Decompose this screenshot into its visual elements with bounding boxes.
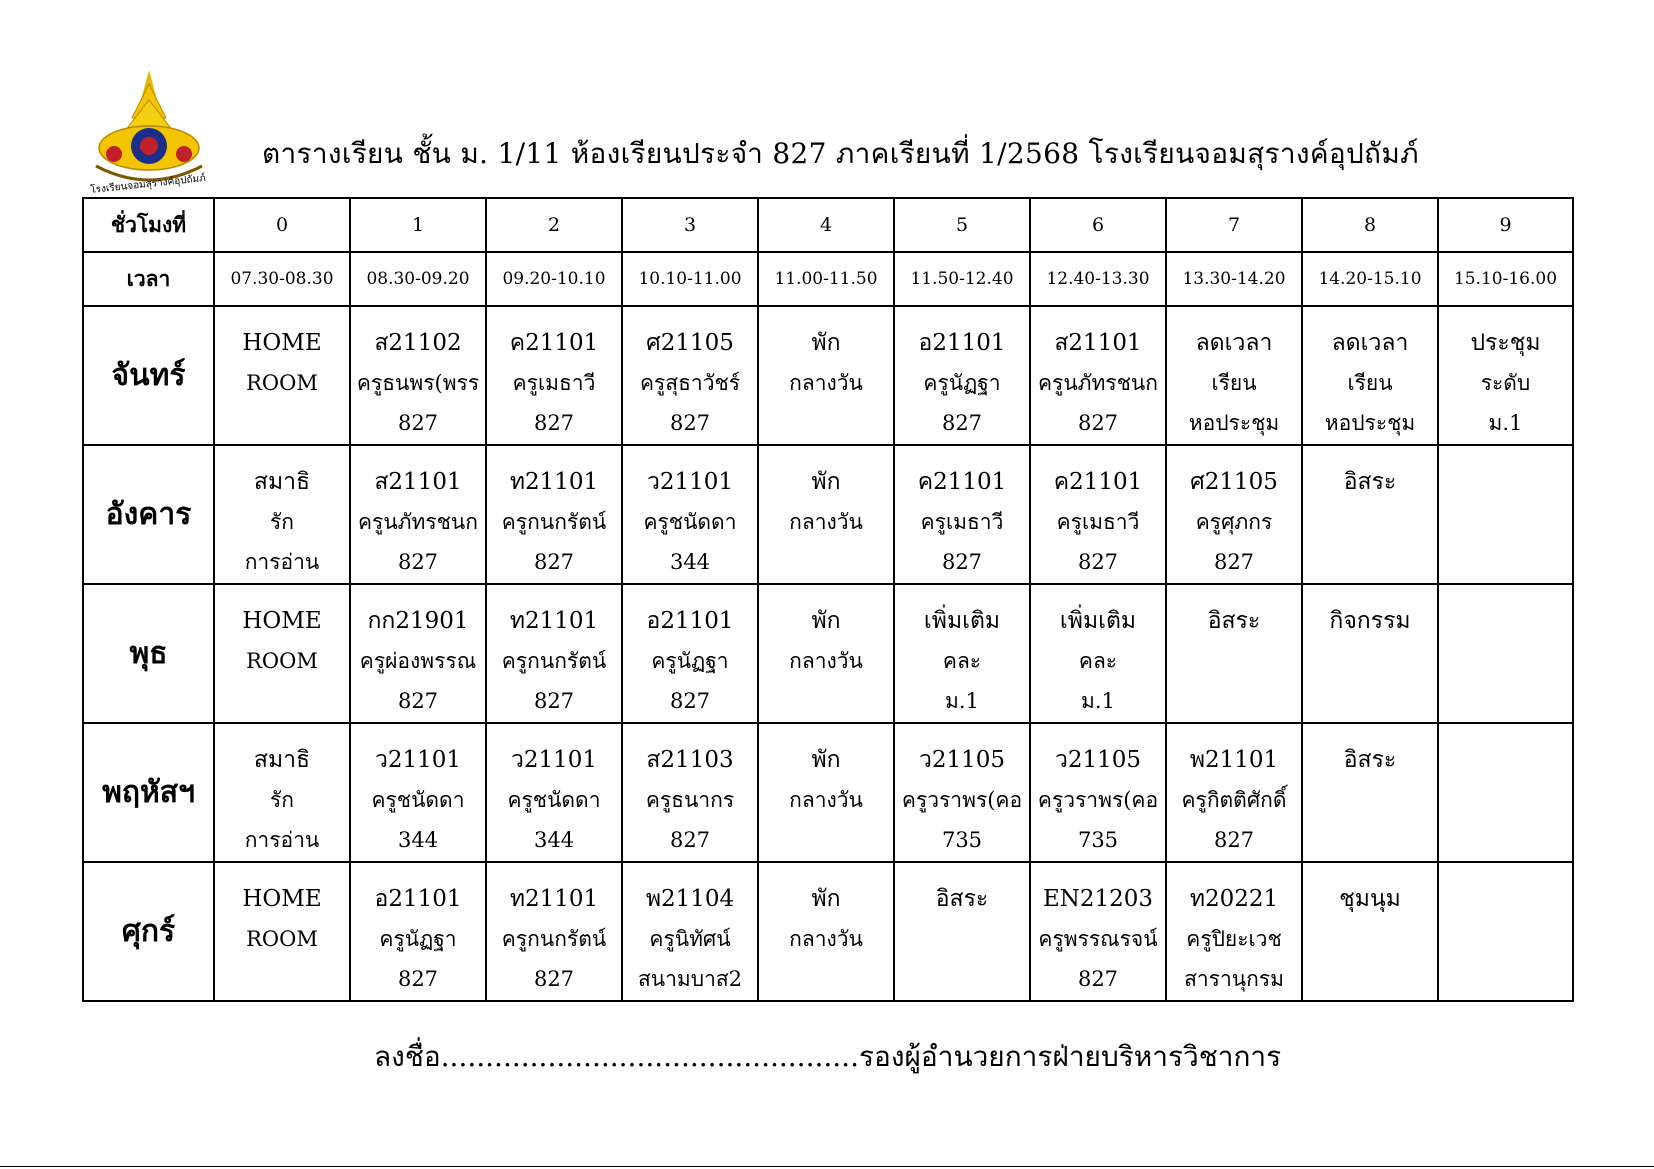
cell-teacher: ROOM [246,927,318,951]
cell-teacher: กลางวัน [789,788,863,812]
cell-subject: ศ21105 [646,330,734,356]
cell-room: 827 [397,967,439,991]
cell-subject: กก21901 [367,608,469,634]
cell-room: 344 [397,828,439,852]
cell-room [1167,681,1301,721]
period-number: 8 [1302,198,1438,252]
schedule-cell [622,723,758,862]
cell-subject: ค21101 [1053,469,1143,495]
cell-subject: พัก [811,469,841,495]
time-slot: 11.50-12.40 [894,252,1030,306]
schedule-cell [1302,584,1438,723]
cell-teacher: ครูธนพร(พรร [356,371,480,395]
schedule-cell [1030,723,1166,862]
cell-subject: ว21101 [374,747,462,773]
schedule-cell [622,445,758,584]
schedule-cell [758,584,894,723]
cell-subject: กิจกรรม [1329,608,1411,634]
cell-room: 827 [397,689,439,713]
cell-teacher [1167,641,1301,681]
cell-teacher: ระดับ [1480,371,1531,395]
schedule-cell [1438,862,1573,1001]
cell-subject: เพิ่มเติม [1059,608,1137,634]
cell-room [1303,542,1437,582]
schedule-cell [1302,306,1438,445]
cell-room: 827 [1077,550,1119,574]
schedule-cell [1438,723,1573,862]
schedule-cell [214,306,350,445]
cell-subject: ว21101 [510,747,598,773]
schedule-cell [758,306,894,445]
time-slot: 09.20-10.10 [486,252,622,306]
cell-subject: ส21101 [1054,330,1142,356]
cell-room: การอ่าน [244,828,320,852]
cell-teacher [1439,641,1572,681]
period-number: 3 [622,198,758,252]
time-row [83,252,1573,306]
schedule-cell [486,584,622,723]
period-row [83,198,1573,252]
time-slot: 14.20-15.10 [1302,252,1438,306]
day-row [83,445,1573,584]
cell-room: 827 [1077,411,1119,435]
cell-subject: ศ21105 [1190,469,1278,495]
school-emblem-icon [84,66,214,196]
cell-subject: เพิ่มเติม [923,608,1001,634]
schedule-cell [758,445,894,584]
cell-teacher: กลางวัน [789,371,863,395]
schedule-cell [1166,584,1302,723]
cell-teacher: ครูเมธาวี [920,510,1004,534]
day-row [83,723,1573,862]
cell-subject: ท21101 [509,886,599,912]
cell-subject: สมาธิ [253,747,311,773]
cell-teacher [1303,780,1437,820]
cell-room: 827 [1077,967,1119,991]
cell-room [1303,959,1437,999]
schedule-cell [214,445,350,584]
cell-room: 827 [1213,550,1255,574]
schedule-cell [622,862,758,1001]
cell-subject [1439,462,1572,502]
cell-room: สารานุกรม [1184,967,1284,991]
cell-room [1439,959,1572,999]
cell-teacher: ครูผ่องพรรณ [359,649,477,673]
cell-teacher: ครูเมธาวี [512,371,596,395]
period-number: 6 [1030,198,1166,252]
day-row [83,306,1573,445]
schedule-cell [214,584,350,723]
cell-subject: ว21105 [918,747,1006,773]
cell-room [759,959,893,999]
schedule-cell [1438,584,1573,723]
cell-room [1303,820,1437,860]
cell-room [1439,542,1572,582]
cell-subject: อิสระ [935,886,989,912]
time-slot: 08.30-09.20 [350,252,486,306]
cell-room: ม.1 [945,689,979,713]
timetable [82,197,1574,1002]
cell-teacher [1439,919,1572,959]
period-number: 0 [214,198,350,252]
cell-room: 827 [533,967,575,991]
cell-teacher [1439,502,1572,542]
cell-teacher: ROOM [246,649,318,673]
schedule-cell [1030,445,1166,584]
time-slot: 15.10-16.00 [1438,252,1573,306]
schedule-cell [1030,584,1166,723]
cell-subject: พัก [811,886,841,912]
bottom-rule [0,1166,1654,1167]
cell-room: 735 [1077,828,1119,852]
cell-subject: ส21102 [374,330,462,356]
period-number: 9 [1438,198,1573,252]
cell-room [759,542,893,582]
cell-room: หอประชุม [1188,411,1280,435]
cell-teacher: ครูกนกรัตน์ [501,649,607,673]
schedule-cell [350,306,486,445]
cell-teacher: ครูนัฏฐา [651,649,729,673]
cell-teacher: ครูนิทัศน์ [649,927,731,951]
cell-room [215,959,349,999]
schedule-cell [1302,723,1438,862]
schedule-cell [1030,306,1166,445]
time-label: เวลา [83,252,214,306]
cell-room [1439,820,1572,860]
cell-subject: HOME [242,330,322,356]
cell-teacher: ครูวราพร(คอ [1037,788,1159,812]
cell-teacher: รัก [270,788,294,812]
cell-teacher: ครูกนกรัตน์ [501,927,607,951]
cell-subject: พัก [811,608,841,634]
cell-subject: ว21105 [1054,747,1142,773]
period-number: 1 [350,198,486,252]
cell-teacher: เรียน [1347,371,1393,395]
cell-room: การอ่าน [244,550,320,574]
cell-room: 827 [533,689,575,713]
cell-subject: พัก [811,747,841,773]
day-name: จันทร์ [83,306,214,445]
time-slot: 10.10-11.00 [622,252,758,306]
schedule-cell [1030,862,1166,1001]
schedule-cell [486,306,622,445]
schedule-cell [622,584,758,723]
schedule-cell [622,306,758,445]
day-name: ศุกร์ [83,862,214,1001]
cell-teacher: ครูชนัดดา [507,788,601,812]
cell-teacher: เรียน [1211,371,1257,395]
cell-subject: อิสระ [1343,747,1397,773]
cell-teacher: ครูนัฏฐา [923,371,1001,395]
cell-subject: ท21101 [509,608,599,634]
cell-subject: พัก [811,330,841,356]
cell-room [759,820,893,860]
cell-subject: ประชุม [1470,330,1541,356]
schedule-cell [350,445,486,584]
schedule-cell [350,723,486,862]
cell-teacher: ครูกิตติศักดิ์ [1181,788,1287,812]
cell-teacher [1303,919,1437,959]
schedule-cell [1438,306,1573,445]
time-slot: 07.30-08.30 [214,252,350,306]
cell-teacher: ครูนภัทรชนก [358,510,478,534]
schedule-cell [1166,306,1302,445]
cell-room: 827 [669,411,711,435]
schedule-cell [758,723,894,862]
cell-room: 344 [533,828,575,852]
schedule-cell [486,862,622,1001]
cell-room: 827 [669,689,711,713]
cell-teacher: กลางวัน [789,510,863,534]
cell-room [759,403,893,443]
period-number: 2 [486,198,622,252]
cell-teacher: ครูวราพร(คอ [901,788,1023,812]
schedule-cell [894,862,1030,1001]
cell-room: 827 [533,550,575,574]
cell-subject: EN21203 [1042,886,1154,912]
schedule-cell [486,723,622,862]
time-slot: 12.40-13.30 [1030,252,1166,306]
cell-subject: ว21101 [646,469,734,495]
cell-subject: ท20221 [1189,886,1279,912]
schedule-cell [1166,723,1302,862]
cell-subject: HOME [242,608,322,634]
schedule-cell [350,584,486,723]
period-label: ชั่วโมงที่ [83,198,214,252]
schedule-cell [894,723,1030,862]
cell-subject: ท21101 [509,469,599,495]
cell-room: 827 [533,411,575,435]
cell-room [1439,681,1572,721]
day-row [83,862,1573,1001]
cell-room: สนามบาส2 [637,967,743,991]
day-name: อังคาร [83,445,214,584]
schedule-cell [894,584,1030,723]
logo-caption: โรงเรียนจอมสุรางค์อุปถัมภ์ [89,172,207,196]
time-slot: 13.30-14.20 [1166,252,1302,306]
day-row [83,584,1573,723]
schedule-cell [350,862,486,1001]
schedule-cell [1302,862,1438,1001]
cell-room [215,681,349,721]
cell-room [759,681,893,721]
cell-subject: พ21104 [645,886,735,912]
cell-subject: ค21101 [917,469,1007,495]
cell-teacher: ครูนัฏฐา [379,927,457,951]
cell-subject: พ21101 [1189,747,1279,773]
day-name: พุธ [83,584,214,723]
cell-subject: อิสระ [1343,469,1397,495]
time-slot: 11.00-11.50 [758,252,894,306]
cell-teacher: ครูกนกรัตน์ [501,510,607,534]
cell-subject: ส21101 [374,469,462,495]
schedule-cell [1166,862,1302,1001]
cell-teacher: ครูธนากร [645,788,735,812]
cell-teacher: กลางวัน [789,927,863,951]
page-title: ตารางเรียน ชั้น ม. 1/11 ห้องเรียนประจำ 827 ภาคเรียนที่ 1/2568 โรงเรียนจอมสุรางค์อุปถัมภ์ [262,137,1419,170]
cell-room: 827 [1213,828,1255,852]
cell-subject: สมาธิ [253,469,311,495]
cell-room: 827 [397,411,439,435]
cell-teacher: คละ [1078,649,1118,673]
schedule-cell [486,445,622,584]
cell-teacher [895,919,1029,959]
cell-room: 735 [941,828,983,852]
cell-subject: อ21101 [646,608,734,634]
cell-teacher: ครูพรรณรจน์ [1038,927,1158,951]
period-number: 4 [758,198,894,252]
cell-teacher [1303,502,1437,542]
schedule-cell [894,445,1030,584]
cell-teacher: ครูศุภกร [1195,510,1273,534]
cell-teacher: ครูชนัดดา [371,788,465,812]
cell-room: 344 [669,550,711,574]
cell-teacher: ROOM [246,371,318,395]
cell-subject: ลดเวลา [1195,330,1273,356]
day-name: พฤหัสฯ [83,723,214,862]
cell-teacher: ครูชนัดดา [643,510,737,534]
cell-subject [1439,879,1572,919]
cell-room: 827 [941,411,983,435]
cell-subject: ส21103 [646,747,734,773]
cell-teacher: ครูเมธาวี [1056,510,1140,534]
cell-subject: อ21101 [374,886,462,912]
cell-subject: อ21101 [918,330,1006,356]
cell-teacher: รัก [270,510,294,534]
cell-room [1303,681,1437,721]
cell-teacher: กลางวัน [789,649,863,673]
schedule-cell [758,862,894,1001]
schedule-cell [894,306,1030,445]
cell-room [895,959,1029,999]
cell-subject [1439,601,1572,641]
cell-subject: ลดเวลา [1331,330,1409,356]
cell-teacher: ครูนภัทรชนก [1038,371,1158,395]
cell-room: 827 [397,550,439,574]
cell-teacher [1439,780,1572,820]
period-number: 5 [894,198,1030,252]
cell-teacher: คละ [942,649,982,673]
cell-teacher: ครูสุธาวัชร์ [639,371,741,395]
signature-line: ลงชื่อ...............................................รองผู้อำนวยการฝ่ายบริหารวิชาการ [374,1040,1282,1073]
cell-subject: อิสระ [1207,608,1261,634]
cell-subject: HOME [242,886,322,912]
schedule-cell [1302,445,1438,584]
cell-subject [1439,740,1572,780]
cell-room: ม.1 [1488,411,1523,435]
cell-room: 827 [669,828,711,852]
cell-teacher: ครูปิยะเวช [1186,927,1282,951]
cell-room: 827 [941,550,983,574]
cell-subject: ค21101 [509,330,599,356]
cell-room: ม.1 [1081,689,1115,713]
cell-room: หอประชุม [1324,411,1416,435]
cell-teacher [1303,641,1437,681]
schedule-cell [214,723,350,862]
period-number: 7 [1166,198,1302,252]
schedule-cell [214,862,350,1001]
schedule-cell [1166,445,1302,584]
cell-room [215,403,349,443]
schedule-cell [1438,445,1573,584]
cell-subject: ชุมนุม [1339,886,1401,912]
